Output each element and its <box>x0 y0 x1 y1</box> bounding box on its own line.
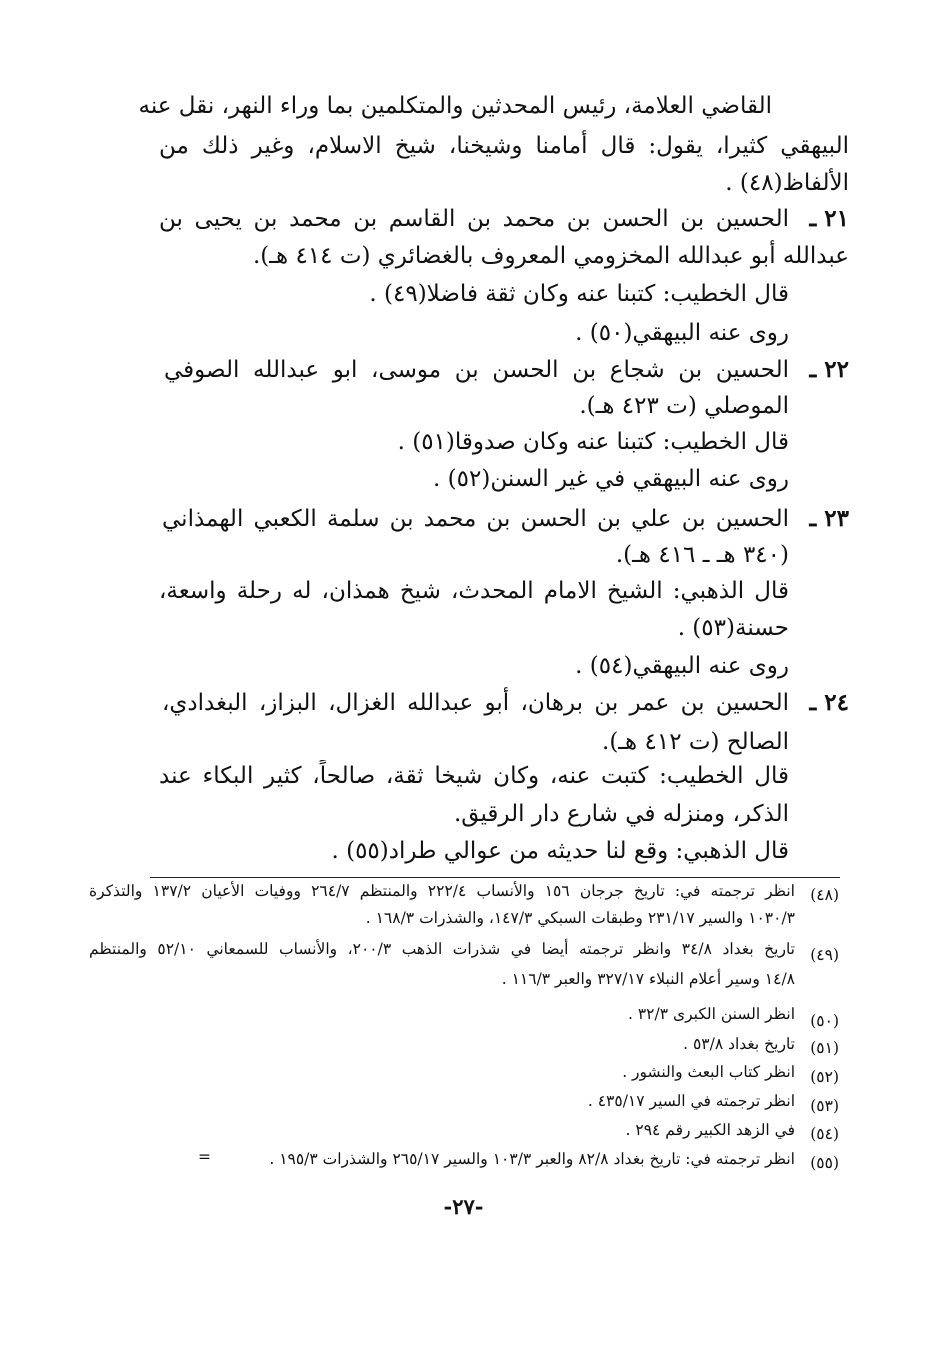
footnote-continuation-mark: = <box>198 1148 211 1166</box>
entry-24-line-5: قال الذهبي: وقع لنا حديثه من عوالي طراد(٥٥) . <box>331 838 789 864</box>
entry-22-line-4: روى عنه البيهقي في غير السنن(٥٢) . <box>433 466 789 492</box>
footnote-50-line-1: انظر السنن الكبرى ٣٢/٣ . <box>627 1005 795 1023</box>
entry-24-number: ٢٤ ـ <box>809 689 849 716</box>
footnote-53-number: (٥٣) <box>810 1097 839 1115</box>
intro-line-1: القاضي العلامة، رئيس المحدثين والمتكلمين بما وراء النهر، نقل عنه <box>138 93 772 119</box>
footnote-50-number: (٥٠) <box>810 1012 839 1030</box>
entry-24-line-3: قال الخطيب: كتبت عنه، وكان شيخا ثقة، صالحاً، كثير البكاء عند <box>159 763 789 789</box>
entry-23-line-4: حسنة(٥٣) . <box>677 615 789 641</box>
entry-24-line-1: الحسين بن عمر بن برهان، أبو عبدالله الغزال، البزاز، البغدادي، <box>162 690 789 716</box>
footnote-48-line-2: ١٠٣٠/٣ والسير ٢٣١/١٧ وطبقات السبكي ١٤٧/٣، والشذرات ١٦٨/٣ . <box>365 909 795 927</box>
entry-23-number: ٢٣ ـ <box>809 505 849 532</box>
footnote-51-number: (٥١) <box>810 1039 839 1057</box>
footnote-54-number: (٥٤) <box>810 1125 839 1143</box>
entry-21-line-3: قال الخطيب: كتبنا عنه وكان ثقة فاضلا(٤٩) . <box>369 281 789 307</box>
entry-21-number: ٢١ ـ <box>809 205 849 232</box>
footnote-52-number: (٥٢) <box>810 1068 839 1086</box>
entry-23-line-2: (٣٤٠ هـ ـ ٤١٦ هـ). <box>615 542 789 568</box>
entry-21-line-2: عبدالله أبو عبدالله المخزومي المعروف بالغضائري (ت ٤١٤ هـ). <box>253 243 849 269</box>
entry-22-line-3: قال الخطيب: كتبنا عنه وكان صدوقا(٥١) . <box>397 429 789 455</box>
entry-23-line-1: الحسين بن علي بن الحسن بن محمد بن سلمة الكعبي الهمذاني <box>162 506 789 532</box>
footnote-48-number: (٤٨) <box>810 886 839 904</box>
footnote-55-number: (٥٥) <box>810 1154 839 1172</box>
entry-23-line-3: قال الذهبي: الشيخ الامام المحدث، شيخ همذان، له رحلة واسعة، <box>159 578 789 604</box>
footnote-52-line-1: انظر كتاب البعث والنشور . <box>622 1063 795 1081</box>
page-number: -٢٧- <box>443 1194 484 1219</box>
footnote-54-line-1: في الزهد الكبير رقم ٢٩٤ . <box>625 1121 795 1139</box>
entry-23-line-5: روى عنه البيهقي(٥٤) . <box>575 653 789 679</box>
footnote-53-line-1: انظر ترجمته في السير ٤٣٥/١٧ . <box>587 1092 795 1110</box>
intro-line-2: البيهقي كثيرا، يقول: قال أمامنا وشيخنا، شيخ الاسلام، وغير ذلك من <box>159 133 849 159</box>
entry-22-number: ٢٢ ـ <box>809 356 849 383</box>
footnote-49-number: (٤٩) <box>810 946 839 964</box>
entry-21-line-4: روى عنه البيهقي(٥٠) . <box>575 320 789 346</box>
footnote-49-line-2: ١٤/٨ وسير أعلام النبلاء ٣٢٧/١٧ والعبر ١١٦/٣ . <box>501 970 795 988</box>
footnote-51-line-1: تاريخ بغداد ٥٣/٨ . <box>683 1035 795 1053</box>
footnote-48-line-1: انظر ترجمته في: تاريخ جرجان ١٥٦ والأنساب ٢٢٢/٤ والمنتظم ٢٦٤/٧ ووفيات الأعيان ١٣٧/٢ والتذكرة <box>89 882 795 900</box>
footnote-55-line-1: انظر ترجمته في: تاريخ بغداد ٨٢/٨ والعبر ١٠٣/٣ والسير ٢٦٥/١٧ والشذرات ١٩٥/٣ . <box>269 1150 795 1168</box>
entry-22-line-1: الحسين بن شجاع بن الحسن بن موسى، ابو عبدالله الصوفي <box>164 357 789 383</box>
entry-21-line-1: الحسين بن الحسن بن محمد بن القاسم بن محمد بن يحيى بن <box>159 206 789 232</box>
entry-24-line-4: الذكر، ومنزله في شارع دار الرقيق. <box>453 801 789 827</box>
intro-line-3: الألفاظ(٤٨) . <box>725 170 849 196</box>
entry-22-line-2: الموصلي (ت ٤٢٣ هـ). <box>579 393 789 419</box>
entry-24-line-2: الصالح (ت ٤١٢ هـ). <box>602 729 789 755</box>
footnote-49-line-1: تاريخ بغداد ٣٤/٨ وانظر ترجمته أيضا في شذرات الذهب ٢٠٠/٣، والأنساب للسمعاني ٥٢/١٠ والمنتظم <box>89 940 795 958</box>
footnote-rule <box>150 877 840 878</box>
